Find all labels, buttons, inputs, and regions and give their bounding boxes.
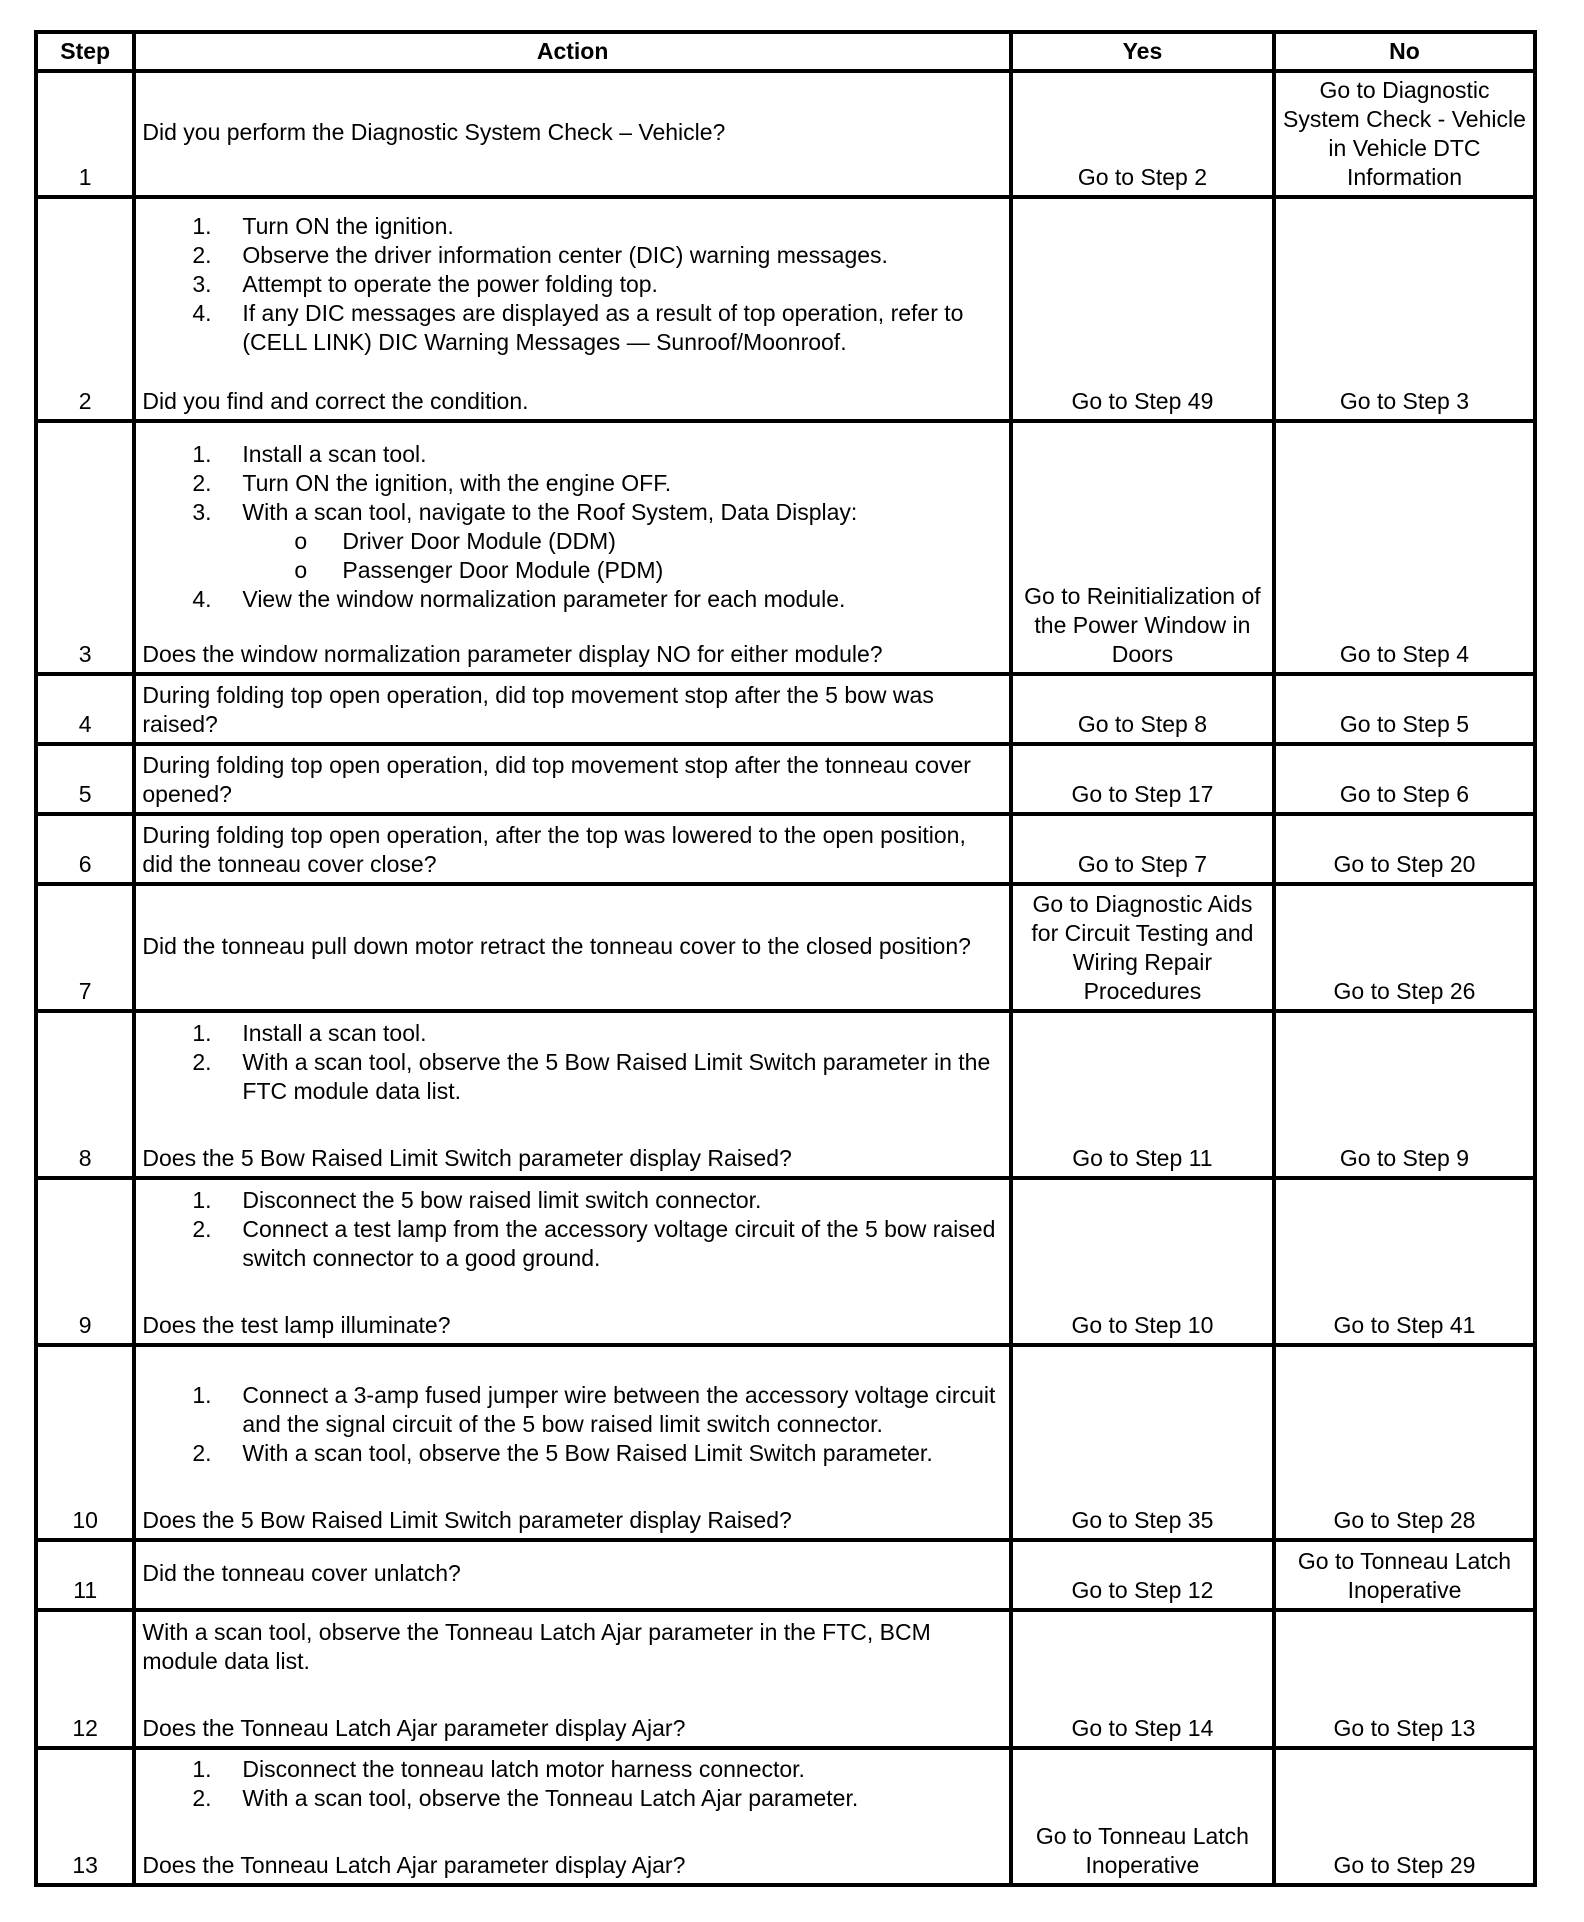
action-cell <box>134 1011 1011 1178</box>
item-number: 2. <box>192 470 212 496</box>
item-number: 2. <box>192 242 212 268</box>
item-number: 4. <box>192 300 212 326</box>
no-cell: Go to Step 9 <box>1274 1011 1535 1178</box>
question-text: Does the window normalization parameter display NO for either module? <box>142 641 883 667</box>
table-row-step-2 <box>36 197 1535 421</box>
yes-cell: Go to Diagnostic Aids for Circuit Testing and Wiring Repair Procedures <box>1011 884 1274 1011</box>
step-number: 2 <box>36 197 134 421</box>
table-row-step-5 <box>36 744 1535 814</box>
instruction-list <box>142 1186 1003 1273</box>
instruction-item: 3. Attempt to operate the power folding top. <box>192 271 658 297</box>
item-number: 1. <box>192 1187 212 1213</box>
instruction-item: 1. Install a scan tool. <box>192 441 427 467</box>
header-step: Step <box>36 32 134 71</box>
step-number: 10 <box>36 1345 134 1540</box>
no-cell: Go to Step 3 <box>1274 197 1535 421</box>
no-cell: Go to Diagnostic System Check - Vehicle in Vehicle DTC Information <box>1274 71 1535 197</box>
no-cell: Go to Step 13 <box>1274 1610 1535 1748</box>
table-row-step-6 <box>36 814 1535 884</box>
instruction-item: 3. With a scan tool, navigate to the Roof System, Data Display: o Driver Door Module (DDM) o Passenger Door Module (PDM) <box>142 498 1003 585</box>
diagnostic-table <box>34 30 1537 1887</box>
table-row-step-10 <box>36 1345 1535 1540</box>
action-cell <box>134 884 1011 1011</box>
no-cell: Go to Step 5 <box>1274 674 1535 744</box>
step-number: 5 <box>36 744 134 814</box>
yes-cell: Go to Step 10 <box>1011 1178 1274 1345</box>
item-number: 2. <box>192 1785 212 1811</box>
yes-cell: Go to Step 7 <box>1011 814 1274 884</box>
yes-cell: Go to Tonneau Latch Inoperative <box>1011 1748 1274 1885</box>
action-cell <box>134 674 1011 744</box>
action-cell <box>134 1540 1011 1610</box>
step-number: 7 <box>36 884 134 1011</box>
question-text: During folding top open operation, did top movement stop after the 5 bow was raised? <box>142 682 934 737</box>
instruction-item: 2. With a scan tool, observe the 5 Bow Raised Limit Switch parameter. <box>192 1440 933 1466</box>
instruction-item: 1. Disconnect the 5 bow raised limit switch connector. <box>192 1187 762 1213</box>
item-number: 1. <box>192 441 212 467</box>
instruction-list <box>142 440 1003 614</box>
no-cell: Go to Step 29 <box>1274 1748 1535 1885</box>
bullet: o <box>294 528 308 554</box>
item-number: 4. <box>192 586 212 612</box>
diagnostic-table-page <box>34 30 1537 1887</box>
step-number: 11 <box>36 1540 134 1610</box>
item-number: 1. <box>192 213 212 239</box>
question-text: Does the Tonneau Latch Ajar parameter display Ajar? <box>142 1852 686 1878</box>
instruction-item: 2. Observe the driver information center (DIC) warning messages. <box>192 242 888 268</box>
no-cell: Go to Step 41 <box>1274 1178 1535 1345</box>
step-number: 12 <box>36 1610 134 1748</box>
question-text: Did you find and correct the condition. <box>142 388 529 414</box>
action-cell <box>134 814 1011 884</box>
step-number: 4 <box>36 674 134 744</box>
yes-cell: Go to Step 49 <box>1011 197 1274 421</box>
instruction-item: 2. With a scan tool, observe the 5 Bow Raised Limit Switch parameter in the FTC module data list. <box>192 1049 991 1104</box>
sub-item: o Driver Door Module (DDM) <box>294 528 616 554</box>
item-number: 3. <box>192 499 212 525</box>
item-number: 3. <box>192 271 212 297</box>
instruction-list <box>142 1019 1003 1106</box>
instruction-item: 1. Connect a 3-amp fused jumper wire between the accessory voltage circuit and the signal circuit of the 5 bow raised limit switch connector. <box>192 1382 996 1437</box>
table-row-step-7 <box>36 884 1535 1011</box>
header-no: No <box>1274 32 1535 71</box>
step-number: 1 <box>36 71 134 197</box>
instruction-list <box>142 1381 1003 1468</box>
intro-text: With a scan tool, observe the Tonneau Latch Ajar parameter in the FTC, BCM module data list. <box>142 1619 931 1674</box>
question-text: Does the 5 Bow Raised Limit Switch parameter display Raised? <box>142 1145 792 1171</box>
action-cell <box>134 1748 1011 1885</box>
item-number: 2. <box>192 1216 212 1242</box>
no-cell: Go to Step 28 <box>1274 1345 1535 1540</box>
bullet: o <box>294 557 308 583</box>
yes-cell: Go to Step 17 <box>1011 744 1274 814</box>
table-row-step-12 <box>36 1610 1535 1748</box>
action-cell <box>134 197 1011 421</box>
step-number: 3 <box>36 421 134 674</box>
sub-list <box>142 527 1003 585</box>
no-cell: Go to Step 4 <box>1274 421 1535 674</box>
action-cell <box>134 744 1011 814</box>
no-cell: Go to Tonneau Latch Inoperative <box>1274 1540 1535 1610</box>
yes-cell: Go to Step 14 <box>1011 1610 1274 1748</box>
yes-cell: Go to Step 2 <box>1011 71 1274 197</box>
table-row-step-9 <box>36 1178 1535 1345</box>
step-number: 6 <box>36 814 134 884</box>
question-text: During folding top open operation, did top movement stop after the tonneau cover opened? <box>142 752 971 807</box>
question-text: Does the Tonneau Latch Ajar parameter display Ajar? <box>142 1715 686 1741</box>
instruction-list <box>142 212 1003 357</box>
question-text: Did the tonneau pull down motor retract the tonneau cover to the closed position? <box>142 932 971 959</box>
step-number: 9 <box>36 1178 134 1345</box>
item-number: 2. <box>192 1049 212 1075</box>
table-row-step-13 <box>36 1748 1535 1885</box>
yes-cell: Go to Step 8 <box>1011 674 1274 744</box>
action-cell <box>134 1610 1011 1748</box>
item-number: 2. <box>192 1440 212 1466</box>
instruction-item: 1. Disconnect the tonneau latch motor harness connector. <box>192 1756 805 1782</box>
question-text: During folding top open operation, after the top was lowered to the open position, did the tonneau cover close? <box>142 822 966 877</box>
yes-cell: Go to Step 11 <box>1011 1011 1274 1178</box>
action-cell <box>134 421 1011 674</box>
instruction-list <box>142 1755 1003 1813</box>
sub-item: o Passenger Door Module (PDM) <box>294 557 664 583</box>
instruction-item: 4. View the window normalization parameter for each module. <box>192 586 846 612</box>
header-action: Action <box>134 32 1011 71</box>
table-row-step-8 <box>36 1011 1535 1178</box>
instruction-item: 2. Turn ON the ignition, with the engine OFF. <box>192 470 672 496</box>
instruction-item: 4. If any DIC messages are displayed as a result of top operation, refer to (CELL LINK) DIC Warning Messages — Sunroof/Moonroof. <box>192 300 964 355</box>
header-yes: Yes <box>1011 32 1274 71</box>
instruction-item: 1. Turn ON the ignition. <box>192 213 454 239</box>
table-row-step-11 <box>36 1540 1535 1610</box>
step-number: 8 <box>36 1011 134 1178</box>
instruction-item: 1. Install a scan tool. <box>192 1020 427 1046</box>
no-cell: Go to Step 6 <box>1274 744 1535 814</box>
action-cell <box>134 1345 1011 1540</box>
table-row-step-3 <box>36 421 1535 674</box>
table-header-row <box>36 32 1535 71</box>
step-number: 13 <box>36 1748 134 1885</box>
question-text: Did the tonneau cover unlatch? <box>142 1560 461 1586</box>
no-cell: Go to Step 26 <box>1274 884 1535 1011</box>
action-cell <box>134 71 1011 197</box>
yes-cell: Go to Step 12 <box>1011 1540 1274 1610</box>
question-text: Does the test lamp illuminate? <box>142 1312 451 1338</box>
question-text: Did you perform the Diagnostic System Check – Vehicle? <box>142 119 726 145</box>
no-cell: Go to Step 20 <box>1274 814 1535 884</box>
item-number: 1. <box>192 1756 212 1782</box>
table-row-step-1 <box>36 71 1535 197</box>
table-row-step-4 <box>36 674 1535 744</box>
yes-cell: Go to Step 35 <box>1011 1345 1274 1540</box>
yes-cell: Go to Reinitialization of the Power Window in Doors <box>1011 421 1274 674</box>
action-cell <box>134 1178 1011 1345</box>
item-number: 1. <box>192 1020 212 1046</box>
instruction-item: 2. Connect a test lamp from the accessory voltage circuit of the 5 bow raised switch connector to a good ground. <box>192 1216 996 1271</box>
question-text: Does the 5 Bow Raised Limit Switch parameter display Raised? <box>142 1507 792 1533</box>
instruction-item: 2. With a scan tool, observe the Tonneau Latch Ajar parameter. <box>192 1785 859 1811</box>
item-number: 1. <box>192 1382 212 1408</box>
